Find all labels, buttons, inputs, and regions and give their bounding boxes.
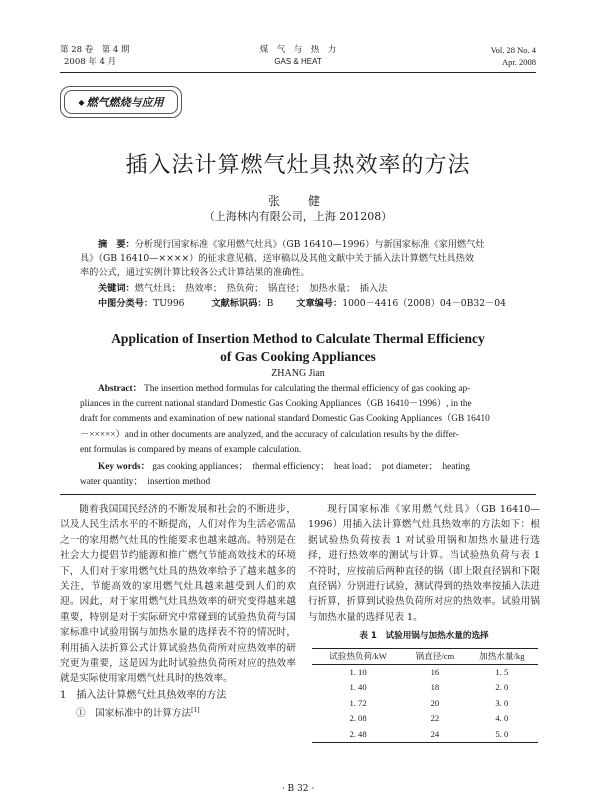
doc-code-label: 文献标识码：: [211, 298, 267, 309]
page-number: · B 32 ·: [281, 784, 315, 794]
header-rule: [60, 72, 536, 73]
table-header-pot-diameter: 锅直径/cm: [415, 650, 455, 661]
table-row: [312, 711, 538, 726]
journal-name-en: GAS & HEAT: [274, 57, 322, 66]
keywords-en-line-2: water quantity； insertion method: [80, 477, 211, 488]
abstract-en-line-2: pliances in the current national standard Domestic Gas Cooking Appliances（GB 16410－1996）, in the: [80, 399, 472, 410]
header-volume-issue-en: Vol. 28 No. 4: [490, 45, 536, 55]
classification-cn: [80, 297, 520, 311]
table-row: [312, 665, 538, 681]
abstract-cn-label: 摘 要：: [98, 239, 135, 250]
table-cell: 1. 10: [349, 667, 367, 678]
abstract-en-label: Abstract：: [98, 384, 142, 394]
diamond-icon: ◆: [78, 97, 85, 107]
clc-value: TU996: [153, 298, 185, 309]
section-tag: [60, 86, 182, 118]
article-number-value: 1000－4416（2008）04－0B32－04: [342, 298, 506, 309]
table-cell: 24: [430, 728, 440, 739]
table-cell: 5. 0: [495, 728, 509, 739]
keywords-en-label: Key words：: [98, 462, 150, 472]
abstract-en-line-5: ent formulas is compared by means of example calculation.: [80, 444, 302, 455]
clc-label: 中图分类号：: [98, 298, 154, 309]
table-cell: 22: [430, 713, 440, 724]
author-cn: 张 健: [267, 194, 328, 208]
keywords-en: [80, 460, 520, 490]
table-cell: 1. 5: [495, 667, 509, 678]
abstract-en-line-1: [80, 382, 520, 397]
journal-name-cn: 煤 气 与 热 力: [259, 45, 337, 55]
table-row: [312, 680, 538, 695]
table-cell: 16: [430, 667, 440, 678]
doc-code-value: B: [266, 298, 274, 309]
abstract-cn-line-1: [80, 238, 518, 252]
abstract-en: [80, 382, 520, 458]
keywords-en-text-1: gas cooking appliances； thermal efficiency； heat load； pot diameter； heating: [152, 462, 470, 472]
abstract-cn-text-1: 分析现行国家标准《家用燃气灶具》（GB 16410—1996）与新国家标准《家用燃气灶: [134, 239, 485, 250]
table-cell: 1. 40: [349, 682, 367, 693]
table-row: [312, 696, 538, 711]
table-cell: 1. 72: [349, 697, 367, 708]
table-cell: 20: [430, 697, 440, 708]
table-1: [312, 648, 538, 743]
table-cell: 2. 08: [349, 713, 367, 724]
keywords-cn: [80, 282, 520, 296]
table-1-caption: 表 1 试验用锅与加热水量的选择: [359, 631, 489, 642]
header-volume-en: [440, 44, 536, 68]
keywords-en-line-1: [80, 460, 520, 475]
list-item-1-text: ① 国家标准中的计算方法: [76, 708, 192, 720]
table-cell: 4. 0: [495, 713, 509, 724]
table-cell: 18: [430, 682, 440, 693]
header-volume-issue-cn: 第 28 卷 第 4 期: [60, 45, 130, 55]
abstract-en-line-4: －×××××）and in other documents are analyzed, and the accuracy of calculation results by the differ-: [80, 429, 459, 440]
abstract-cn-line-3: 率的公式，通过实例计算比较各公式计算结果的准确性。: [80, 267, 310, 278]
table-header-row: [312, 648, 538, 664]
body-paragraph-2: 现行国家标准《家用燃气灶具》（GB 16410—1996）用插入法计算燃气灶具热效率的方法如下：根据试验热负荷按表 1 对试验用锅和加热水量进行选择，进行热效率的测试与计算。当试验热负荷与表 1 不符时，应按前后两种直径的锅（即上限直径锅和下限直径锅）分别进行试验，测试得到的热效率按插入法进行折算，折算到试验热负荷所对应的热效率。试验用锅与加热水量的选择见表 1。: [308, 504, 540, 623]
table-header-load: 试验热负荷/kW: [329, 650, 387, 661]
abstract-en-line-3: draft for comments and examination of new national standard Domestic Gas Cooking Appliances（GB 16410: [80, 414, 490, 425]
table-header-water-quantity: 加热水量/kg: [479, 650, 525, 661]
body-paragraph-1: 随着我国国民经济的不断发展和社会的不断进步，以及人民生活水平的不断提高，人们对作为生活必需品之一的家用燃气灶具的性能要求也越来越高。特别是在社会大力提倡节约能源和推广燃气节能高效技术的环境下，人们对于家用燃气灶具的热效率给予了越来越多的关注，节能高效的家用燃气灶具越来越受到人们的欢迎。因此，对于家用燃气灶具热效率的研究变得越来越重要，特别是对于实际研究中常碰到的试验热负荷与国家标准中试验用锅与加热水量的选择表不符的情况时，利用插入法折算公式计算试验热负荷所对应热效率的研究更为重要，这是因为此时试验热负荷所对应的热效率就是实际使用家用燃气灶具时的热效率。: [60, 504, 296, 685]
table-cell: 2. 48: [349, 728, 367, 739]
reference-marker-1: [1]: [191, 707, 200, 715]
abstract-cn: [80, 238, 518, 280]
header-date-cn: 2008 年 4 月: [64, 57, 117, 67]
abstract-en-text-1: The insertion method formulas for calculating the thermal efficiency of gas cooking ap-: [144, 384, 471, 394]
list-item-1: [60, 703, 296, 722]
keywords-cn-text: 燃气灶具； 热效率； 热负荷； 锅直径； 加热水量； 插入法: [134, 283, 388, 294]
section-tag-label: 燃气燃烧与应用: [86, 96, 164, 109]
keywords-cn-label: 关键词：: [98, 283, 135, 294]
section-heading-1: 1 插入法计算燃气灶具热效率的方法: [60, 689, 227, 701]
body-column-right: [308, 502, 540, 743]
abstract-divider: [60, 494, 536, 495]
article-title-en-line-2: of Gas Cooking Appliances: [220, 349, 376, 364]
article-number-label: 文章编号：: [296, 298, 343, 309]
table-row: [312, 727, 538, 743]
table-cell: 3. 0: [495, 697, 509, 708]
article-title-cn: 插入法计算燃气灶具热效率的方法: [125, 153, 471, 178]
author-en: ZHANG Jian: [271, 368, 325, 379]
body-column-left: [60, 502, 296, 722]
header-date-en: Apr. 2008: [502, 57, 536, 67]
abstract-cn-line-2: 具》（GB 16410—××××）的征求意见稿、送审稿以及其他文献中关于插入法计算燃气灶具热效: [80, 253, 474, 264]
table-cell: 2. 0: [495, 682, 509, 693]
article-title-en-line-1: Application of Insertion Method to Calculate Thermal Efficiency: [111, 331, 485, 346]
section-tag-inner: [64, 90, 178, 114]
affiliation-cn: （上海林内有限公司，上海 201208）: [203, 210, 393, 223]
